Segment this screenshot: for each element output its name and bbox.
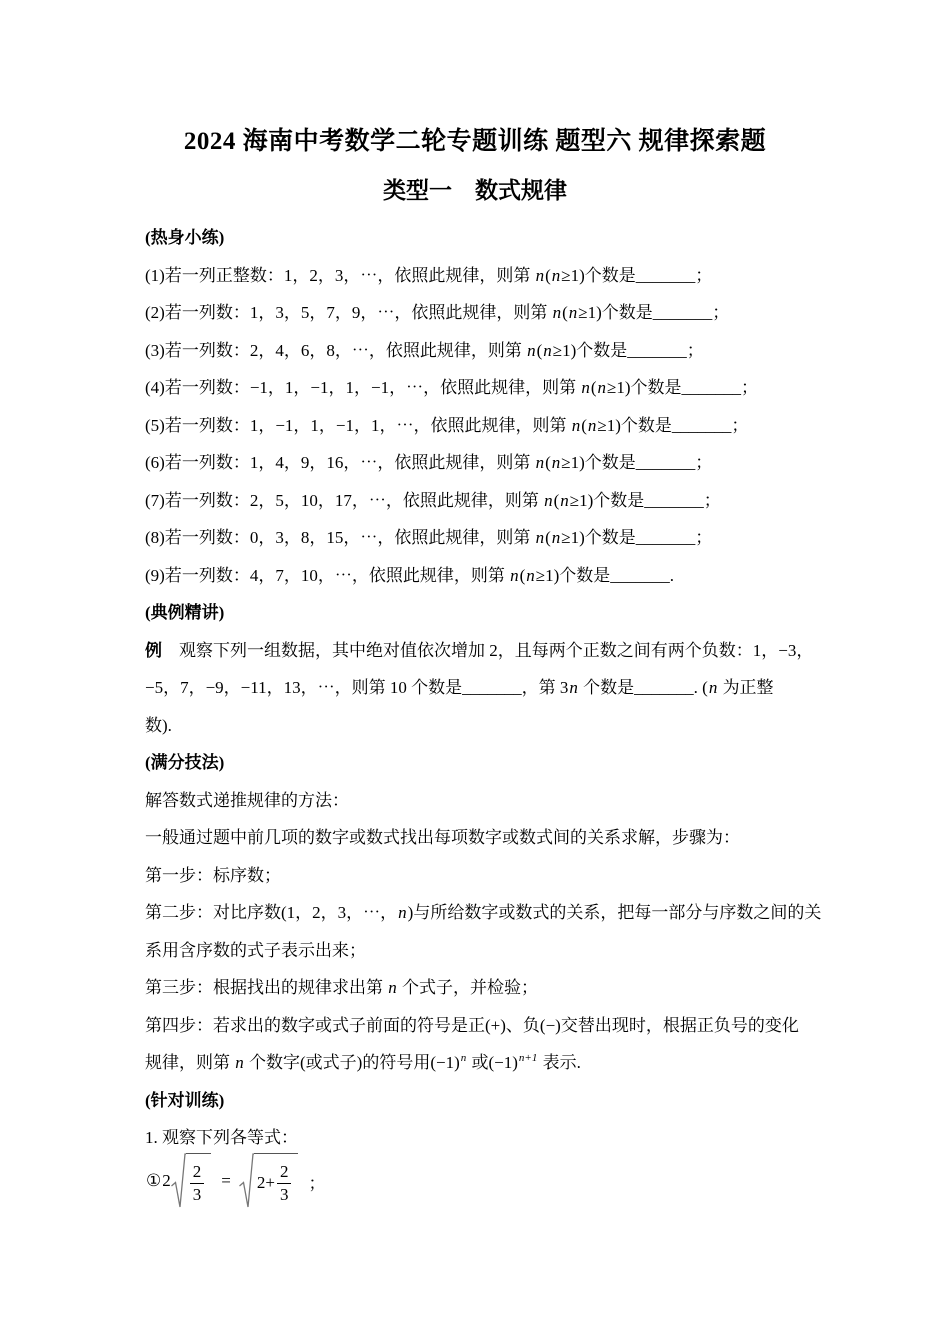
- math-variable: n: [527, 340, 536, 360]
- text-run: (2)若一列数：1，3，5，7，9，⋯，依照此规律，则第: [145, 303, 552, 322]
- text-run: 个数是: [578, 678, 635, 697]
- text-run: ≥1)个数是: [561, 453, 636, 472]
- text-run: 个数字(或式子)的符号用(−1): [244, 1053, 460, 1072]
- math-variable: n: [235, 1053, 244, 1072]
- text-run: (5)若一列数：1，−1，1，−1，1，⋯，依照此规律，则第: [145, 415, 571, 435]
- text-run: (: [519, 565, 526, 585]
- text-run: (7)若一列数：2，5，10，17，⋯，依照此规律，则第: [145, 490, 544, 510]
- step-2-line-2: [145, 932, 835, 970]
- text-run: (3)若一列数：2，4，6，8，⋯，依照此规律，则第: [145, 340, 527, 360]
- text-run: (: [590, 378, 597, 397]
- text-run: ；: [695, 265, 713, 285]
- document-body: [145, 219, 835, 1157]
- text-run: ；: [686, 340, 704, 360]
- text-run: 解答数式递推规律的方法：: [145, 790, 349, 810]
- sqrt-expression-right: [239, 1153, 299, 1209]
- text-run: ；: [703, 490, 721, 510]
- text-run: 第一步：标序数；: [145, 865, 281, 885]
- text-run: ，第 3: [521, 678, 569, 697]
- text-run: 1. 观察下列各等式：: [145, 1128, 298, 1147]
- warmup-item-5: [145, 407, 835, 445]
- radicand-prefix: 2+: [256, 1173, 275, 1192]
- section-header-example: [145, 594, 835, 632]
- answer-blank: _______: [635, 265, 696, 285]
- math-variable: n: [560, 490, 569, 510]
- equals-sign: =: [221, 1171, 231, 1190]
- punctuation: ；: [308, 1173, 326, 1193]
- math-variable: n: [552, 303, 562, 322]
- answer-blank: _______: [681, 378, 742, 397]
- text-run: (: [581, 415, 587, 435]
- text-run: (满分技法): [145, 753, 225, 772]
- text-run: 表示.: [538, 1053, 581, 1072]
- document-title: 2024 海南中考数学二轮专题训练 题型六 规律探索题: [183, 128, 767, 155]
- sqrt-expression-left: [171, 1153, 212, 1209]
- warmup-item-1: [145, 257, 835, 295]
- math-variable: n: [597, 378, 607, 397]
- answer-blank: _______: [635, 528, 696, 547]
- warmup-item-2: [145, 294, 835, 332]
- math-variable: n: [526, 565, 535, 585]
- text-run: 例: [145, 640, 162, 660]
- text-run: (热身小练): [145, 228, 225, 247]
- text-run: ≥1)个数是: [607, 378, 682, 397]
- text-run: (: [562, 303, 568, 322]
- text-run: .: [669, 565, 674, 585]
- radicand: [186, 1153, 212, 1209]
- warmup-item-3: [145, 332, 835, 370]
- text-run: 规律，则第: [145, 1053, 235, 1072]
- text-run: 第二步：对比序数(1，2，3，⋯，: [145, 903, 398, 922]
- text-run: (: [553, 490, 560, 510]
- warmup-item-8: [145, 519, 835, 557]
- text-run: (: [536, 340, 543, 360]
- math-variable: n: [388, 978, 397, 997]
- answer-blank: _______: [652, 303, 713, 322]
- answer-blank: _______: [627, 340, 687, 360]
- fraction: [277, 1161, 292, 1205]
- math-variable: n: [569, 678, 578, 697]
- radical-sign-icon: [239, 1153, 254, 1209]
- math-variable: n: [510, 565, 519, 585]
- answer-blank: _______: [635, 453, 696, 472]
- step-4-line-1: [145, 1007, 835, 1045]
- warmup-item-6: [145, 444, 835, 482]
- text-run: (: [545, 453, 551, 472]
- section-header-warmup: [145, 219, 835, 257]
- equation-line: [146, 1152, 325, 1210]
- text-run: (1)若一列正整数：1，2，3，⋯，依照此规律，则第: [145, 265, 535, 285]
- text-run: (6)若一列数：1，4，9，16，⋯，依照此规律，则第: [145, 453, 535, 472]
- text-run: ≥1)个数是: [561, 265, 636, 285]
- section-header-technique: [145, 744, 835, 782]
- answer-blank: _______: [671, 415, 732, 435]
- text-run: ；: [741, 378, 759, 397]
- radical-sign-icon: [171, 1153, 186, 1209]
- math-variable: n: [551, 453, 561, 472]
- text-run: ≥1)个数是: [561, 528, 636, 547]
- math-variable: n: [571, 415, 581, 435]
- text-run: 为正整: [718, 678, 774, 697]
- text-run: 数).: [145, 715, 172, 735]
- text-run: 第四步：若求出的数字或式子前面的符号是正(+)、负(−)交替出现时，根据正负号的变化: [145, 1015, 799, 1035]
- text-run: (9)若一列数：4，7，10，⋯，依照此规律，则第: [145, 565, 510, 585]
- math-variable: n: [587, 415, 597, 435]
- technique-intro-2: [145, 819, 835, 857]
- text-run: 个式子，并检验；: [397, 978, 538, 997]
- text-run: (8)若一列数：0，3，8，15，⋯，依照此规律，则第: [145, 528, 535, 547]
- section-title: 类型一 数式规律: [383, 178, 567, 203]
- text-run: ；: [695, 528, 713, 547]
- example-text-line-3: [145, 707, 835, 745]
- example-text-line-2: [145, 669, 835, 707]
- fraction-denominator: 3: [277, 1183, 292, 1205]
- answer-blank: _______: [634, 678, 694, 697]
- answer-blank: _______: [462, 678, 522, 697]
- coefficient: 2: [162, 1171, 171, 1190]
- math-variable: n: [581, 378, 590, 397]
- text-run: 系用含序数的式子表示出来；: [145, 940, 366, 960]
- text-run: 第三步：根据找出的规律求出第: [145, 978, 388, 997]
- circled-number-label: ①: [146, 1171, 162, 1190]
- text-run: (4)若一列数：−1，1，−1，1，−1，⋯，依照此规律，则第: [145, 378, 581, 397]
- fraction: [190, 1161, 205, 1205]
- math-variable: n: [398, 903, 407, 922]
- text-run: ；: [712, 303, 730, 322]
- math-variable: n: [535, 265, 545, 285]
- fraction-denominator: 3: [190, 1183, 205, 1205]
- warmup-item-7: [145, 482, 835, 520]
- example-text-line-1: [145, 632, 835, 670]
- fraction-numerator: 2: [192, 1162, 202, 1182]
- step-2-line-1: [145, 894, 835, 932]
- warmup-item-4: [145, 369, 835, 407]
- text-run: 观察下列一组数据，其中绝对值依次增加 2，且每两个正数之间有两个负数：1，−3，: [162, 640, 814, 660]
- math-variable: n: [535, 453, 545, 472]
- fraction-numerator: 2: [279, 1162, 289, 1182]
- math-variable: n+1: [518, 1052, 538, 1065]
- text-run: ；: [695, 453, 713, 472]
- text-run: )与所给数字或数式的关系，把每一部分与序数之间的关: [407, 903, 822, 922]
- text-run: (: [545, 265, 551, 285]
- text-run: ；: [731, 415, 749, 435]
- text-run: . (: [693, 678, 708, 697]
- section-header-training: [145, 1082, 835, 1120]
- math-variable: n: [551, 528, 561, 547]
- text-run: ≥1)个数是: [552, 340, 628, 360]
- training-item-1: [145, 1119, 835, 1157]
- math-variable: n: [544, 490, 553, 510]
- text-run: ≥1)个数是: [535, 565, 611, 585]
- text-run: ≥1)个数是: [569, 490, 645, 510]
- math-variable: n: [535, 528, 545, 547]
- answer-blank: _______: [644, 490, 704, 510]
- text-run: ≥1)个数是: [578, 303, 653, 322]
- text-run: (: [545, 528, 551, 547]
- text-run: 一般通过题中前几项的数字或数式找出每项数字或数式间的关系求解，步骤为：: [145, 828, 740, 847]
- text-run: (针对训练): [145, 1090, 225, 1110]
- radicand: [254, 1153, 299, 1209]
- math-variable: n: [708, 678, 718, 697]
- math-variable: n: [551, 265, 561, 285]
- text-run: (典例精讲): [145, 603, 225, 622]
- text-run: −5，7，−9，−11，13，⋯，则第 10 个数是: [145, 678, 463, 697]
- step-1: [145, 857, 835, 895]
- step-3: [145, 969, 835, 1007]
- text-run: 或(−1): [467, 1053, 518, 1072]
- technique-intro-1: [145, 782, 835, 820]
- math-variable: n: [543, 340, 552, 360]
- math-variable: n: [460, 1052, 467, 1065]
- answer-blank: _______: [610, 565, 670, 585]
- math-variable: n: [568, 303, 578, 322]
- warmup-item-9: [145, 557, 835, 595]
- text-run: ≥1)个数是: [597, 415, 672, 435]
- step-4-line-2: [145, 1044, 835, 1082]
